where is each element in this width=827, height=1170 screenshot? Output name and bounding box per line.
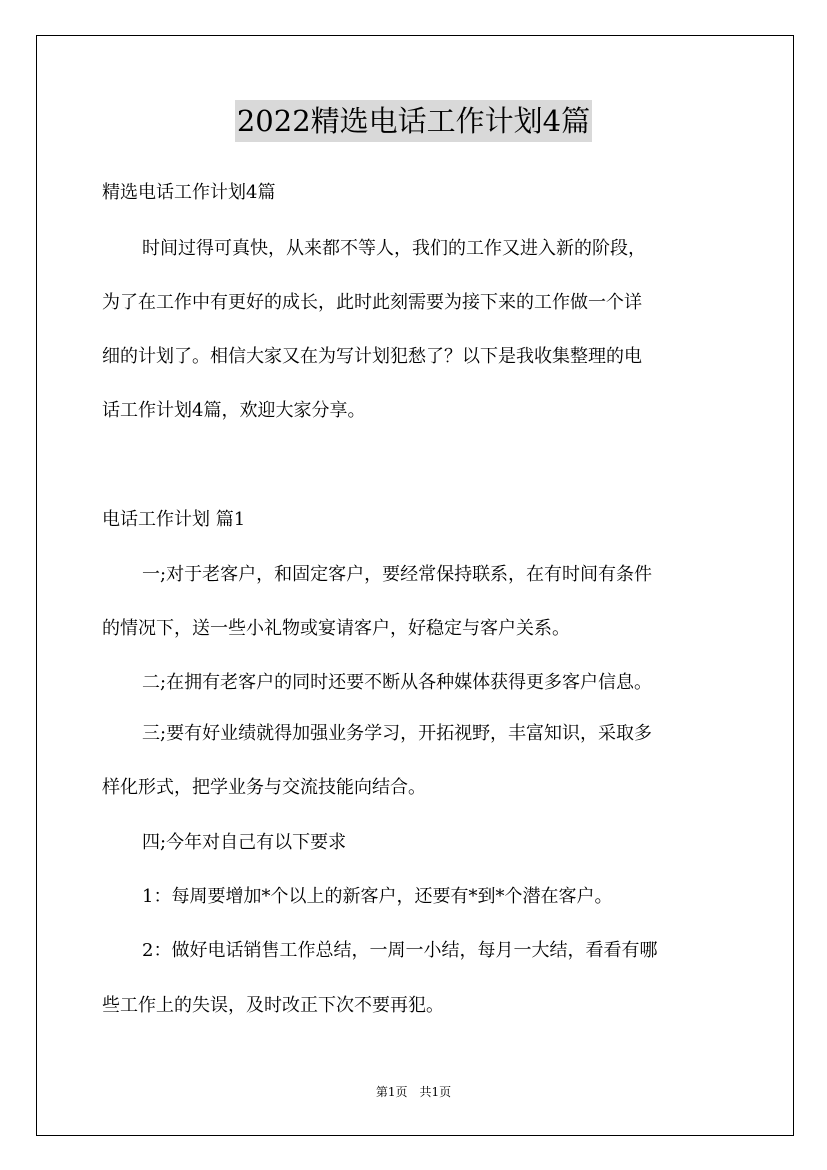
- document-title-wrap: [0, 100, 827, 142]
- paragraph-line: 一;对于老客户，和固定客户，要经常保持联系，在有时间有条件: [142, 564, 653, 585]
- document-title: 2022精选电话工作计划4篇: [235, 100, 592, 142]
- paragraph-line: 1：每周要增加*个以上的新客户，还要有*到*个潜在客户。: [142, 886, 613, 907]
- paragraph-line: 三;要有好业绩就得加强业务学习，开拓视野，丰富知识，采取多: [142, 723, 653, 744]
- paragraph-line: 2：做好电话销售工作总结，一周一小结，每月一大结，看看有哪: [142, 940, 658, 961]
- paragraph-line: 的情况下，送一些小礼物或宴请客户，好稳定与客户关系。: [102, 618, 570, 639]
- paragraph-line: 话工作计划4篇，欢迎大家分享。: [102, 400, 366, 421]
- paragraph-line: 样化形式，把学业务与交流技能向结合。: [102, 777, 426, 798]
- subtitle: 精选电话工作计划4篇: [102, 182, 276, 203]
- paragraph-line: 时间过得可真快，从来都不等人，我们的工作又进入新的阶段，: [142, 238, 646, 259]
- section-heading: 电话工作计划 篇1: [102, 509, 246, 530]
- paragraph-line: 四;今年对自己有以下要求: [142, 832, 347, 853]
- paragraph-line: 些工作上的失误，及时改正下次不要再犯。: [102, 995, 444, 1016]
- paragraph-line: 细的计划了。相信大家又在为写计划犯愁了？以下是我收集整理的电: [102, 346, 642, 367]
- paragraph-line: 二;在拥有老客户的同时还要不断从各种媒体获得更多客户信息。: [142, 672, 653, 693]
- paragraph-line: 为了在工作中有更好的成长，此时此刻需要为接下来的工作做一个详: [102, 292, 642, 313]
- page-footer: 第1页 共1页: [375, 1085, 452, 1099]
